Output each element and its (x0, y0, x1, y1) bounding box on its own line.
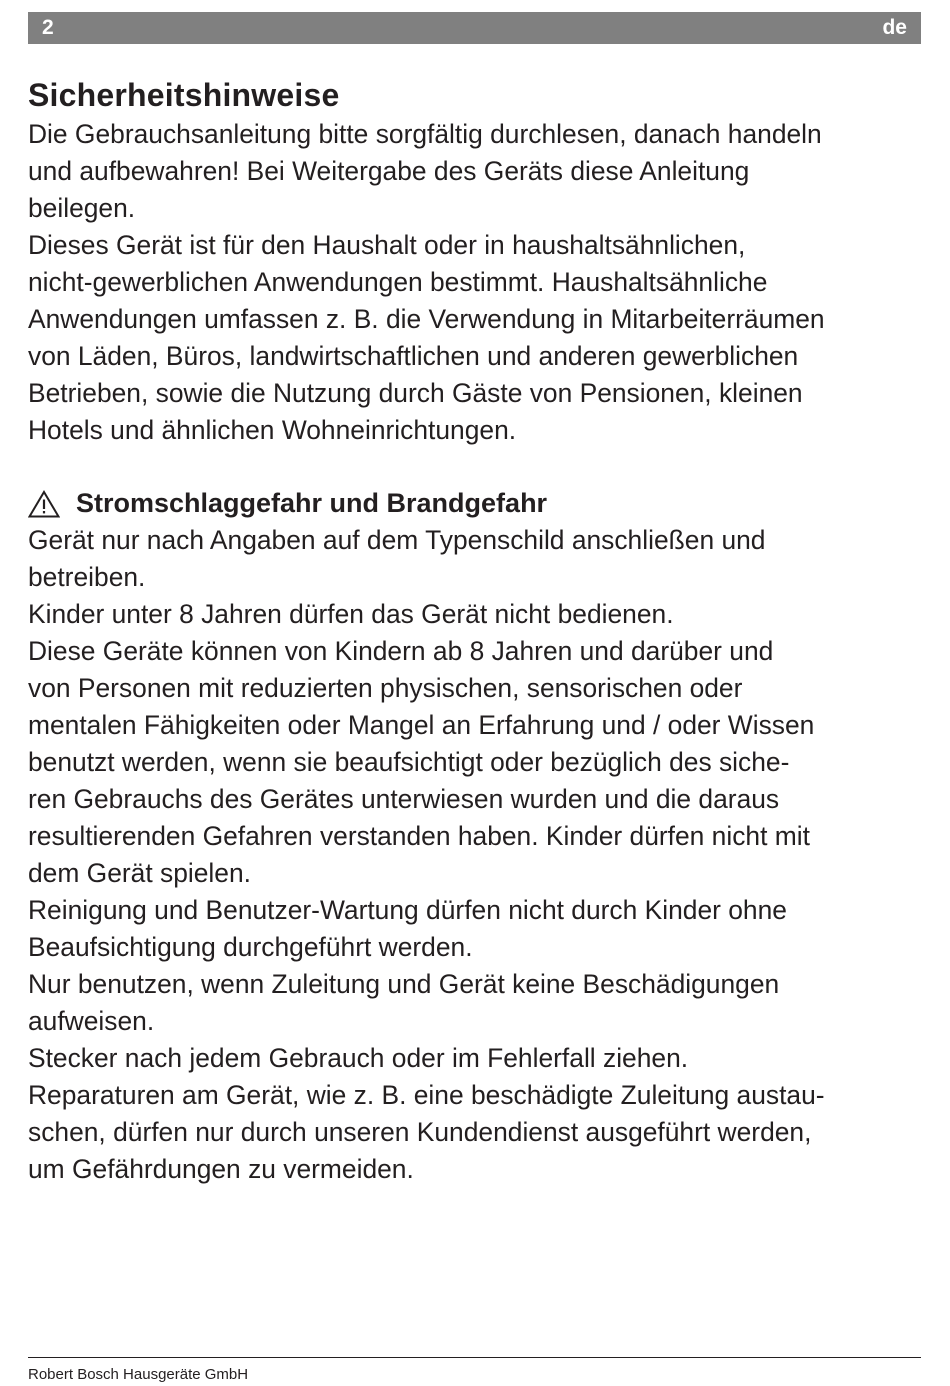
intro-paragraph-2: Dieses Gerät ist für den Haushalt oder in haushaltsähnlichen, nicht-gewerblichen Anwendungen bestimmt. Haushaltsähnliche Anwendungen umfassen z. B. die Verwendung in Mitarbeiterräumen von Läden, Büros, landwirtschaftlichen und anderen gewerblichen Betrieben, sowie die Nutzung durch Gäste von Pensionen, kleinen Hotels und ähnlichen Wohneinrichtungen. (28, 230, 825, 445)
page-content (28, 74, 921, 1188)
warning-paragraph-2: Kinder unter 8 Jahren dürfen das Gerät nicht bedienen. (28, 599, 674, 629)
warning-paragraph-5: Nur benutzen, wenn Zuleitung und Gerät keine Beschädigungen aufweisen. (28, 969, 780, 1036)
warning-paragraph-1: Gerät nur nach Angaben auf dem Typenschild anschließen und betreiben. (28, 525, 766, 592)
header-bar (28, 12, 921, 44)
spacer (28, 449, 921, 485)
warning-paragraph-6: Stecker nach jedem Gebrauch oder im Fehlerfall ziehen. (28, 1043, 689, 1073)
warning-paragraph-7: Reparaturen am Gerät, wie z. B. eine beschädigte Zuleitung austau- schen, dürfen nur durch unseren Kundendienst ausgeführt werden, um Gefährdungen zu vermeiden. (28, 1080, 825, 1184)
intro-paragraph-1: Die Gebrauchsanleitung bitte sorgfältig durchlesen, danach handeln und aufbewahren! Bei Weitergabe des Geräts diese Anleitung beilegen. (28, 119, 822, 223)
page-number: 2 (42, 16, 54, 39)
warning-paragraph-3: Diese Geräte können von Kindern ab 8 Jahren und darüber und von Personen mit reduzierten physischen, sensorischen oder mentalen Fähigkeiten oder Mangel an Erfahrung und / oder Wissen benutzt werden, wenn sie beaufsichtigt oder bezüglich des siche- ren Gebrauchs des Gerätes unterwiesen wurden und die daraus resultierenden Gefahren verstanden haben. Kinder dürfen nicht mit dem Gerät spielen. (28, 636, 815, 888)
warning-paragraph-4: Reinigung und Benutzer-Wartung dürfen nicht durch Kinder ohne Beaufsichtigung durchgeführt werden. (28, 895, 787, 962)
language-code: de (882, 16, 907, 39)
warning-triangle-icon (28, 490, 60, 518)
footer-rule (28, 1357, 921, 1358)
footer-company: Robert Bosch Hausgeräte GmbH (28, 1366, 249, 1383)
warning-title: Stromschlaggefahr und Brandgefahr (76, 488, 548, 518)
warning-heading (28, 485, 921, 522)
section-title: Sicherheitshinweise (28, 77, 340, 113)
